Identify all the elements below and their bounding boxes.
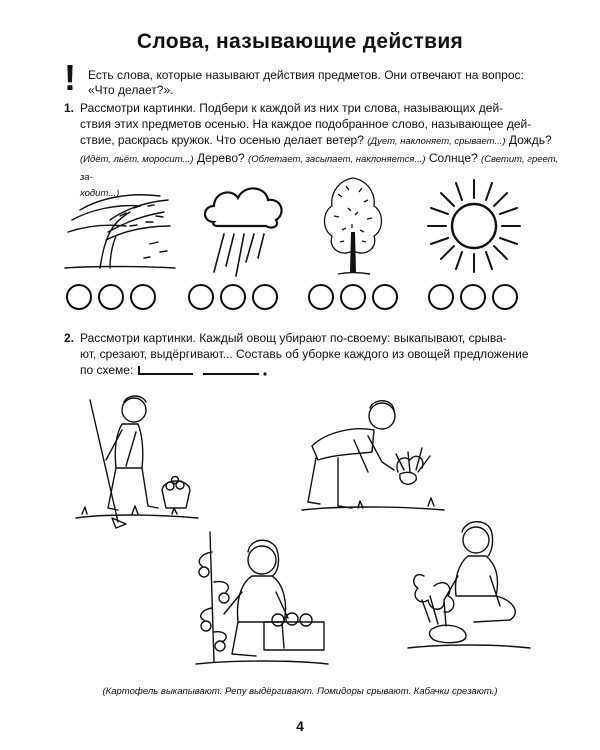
boy-digging-potatoes-picture <box>72 390 202 530</box>
boy-pulling-turnips-picture <box>298 396 448 522</box>
answer-circle[interactable] <box>492 284 518 310</box>
answer-circle[interactable] <box>188 284 214 310</box>
birch-tree-icon <box>318 172 388 280</box>
answer-circle[interactable] <box>428 284 454 310</box>
rain-cloud-icon <box>200 180 290 280</box>
rule-note <box>88 68 548 98</box>
answer-circle[interactable] <box>66 284 92 310</box>
answer-circle[interactable] <box>252 284 278 310</box>
task-2-line3 <box>64 362 564 378</box>
task-2-line2: ют, срезают, выдёргивают... Составь об уборке каждого из овощей предложение <box>80 347 529 361</box>
answer-circle[interactable] <box>340 284 366 310</box>
rule-note-line1: Есть слова, которые называют действия предметов. Они отвечают на вопрос: <box>88 68 524 82</box>
page-title: Слова, называющие действия <box>136 30 464 53</box>
rule-note-line2: «Что делает?». <box>88 83 174 97</box>
answer-circle[interactable] <box>220 284 246 310</box>
answer-circle[interactable] <box>308 284 334 310</box>
task-2-number: 2. <box>64 331 75 345</box>
task-1-number: 1. <box>64 101 75 115</box>
hint-sun-continued: ходит...) <box>80 188 120 199</box>
answer-circle[interactable] <box>460 284 486 310</box>
task-2-line1: Рассмотри картинки. Каждый овощ убирают по-своему: выкапывают, срыва- <box>80 331 507 345</box>
task-1-wind-question: ствие, раскрась кружок. Что осенью делает ветер? <box>80 133 364 147</box>
hint-wind: (Дует, наклоняет, срывает...) <box>367 136 506 147</box>
answer-circle[interactable] <box>98 284 124 310</box>
task-1-tree-question: Дерево? <box>196 151 245 165</box>
circle-group-rain <box>188 284 278 310</box>
girl-picking-tomatoes-picture <box>192 522 332 672</box>
task-1-line2: ствия этих предметов осенью. На каждое подобранное слово, называющее дей- <box>80 117 532 131</box>
girl-cutting-zucchini-picture <box>404 516 534 656</box>
task-1-line1: Рассмотри картинки. Подбери к каждой из них три слова, называющих дей- <box>80 101 504 115</box>
task-2 <box>64 330 564 378</box>
hint-tree: (Облетает, засыпает, наклоняется...) <box>248 154 426 165</box>
task-1-line3 <box>64 132 564 150</box>
answer-circle[interactable] <box>130 284 156 310</box>
answer-circle[interactable] <box>372 284 398 310</box>
task-1-rain-question: Дождь? <box>508 133 552 147</box>
exclamation-icon: ! <box>64 57 76 98</box>
sun-icon <box>424 176 524 276</box>
task-1-sun-question: Солнце? <box>428 151 478 165</box>
wind-bent-tree-icon <box>60 186 180 272</box>
hint-rain: (Идёт, льёт, моросит...) <box>80 154 194 165</box>
page-number: 4 <box>296 718 304 734</box>
circle-group-wind <box>66 284 156 310</box>
sentence-scheme <box>137 364 269 378</box>
answer-key: (Картофель выкапывают. Репу выдёргивают. Помидоры срывают. Кабачки срезают.) <box>102 686 498 697</box>
circle-group-sun <box>428 284 518 310</box>
hint-sun: (Светит, греет, за- <box>80 154 559 183</box>
circle-group-tree <box>308 284 398 310</box>
task-2-scheme-label: по схеме: <box>80 363 134 377</box>
